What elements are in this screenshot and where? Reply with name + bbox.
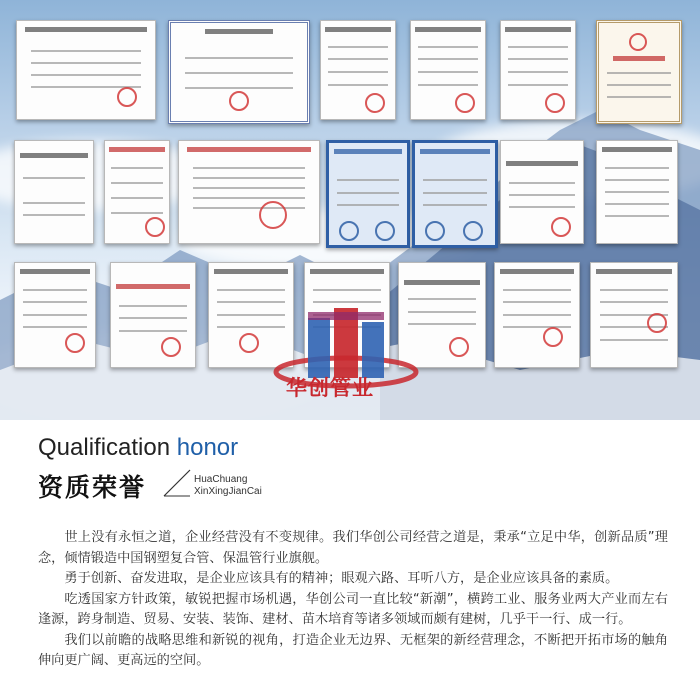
certificate-report-2 <box>410 20 486 120</box>
paragraph: 吃透国家方针政策，敏锐把握市场机遇，华创公司一直比较“新潮”，横跨工业、服务业两大产业而左右逢源，跨身制造、贸易、安装、装饰、建材、苗木培育等诸多领域而颇有建树，几乎干一行、成一行。 <box>38 591 668 627</box>
certificate-safety-license <box>596 20 682 124</box>
sub-english-line2: XinXingJianCai <box>194 486 262 497</box>
heading-english-accent: honor <box>176 434 239 461</box>
paragraph: 勇于创新、奋发进取，是企业应该具有的精神；眼观六路、耳听八方，是企业应该具备的素质。 <box>64 571 619 586</box>
heading-chinese: 资质荣誉 <box>38 473 147 502</box>
certificate-inspection-report <box>14 140 94 244</box>
certificate-report-3 <box>500 20 576 120</box>
heading-english-prefix: Qualification <box>38 434 171 461</box>
slash-divider-icon <box>162 468 192 498</box>
certificate-org-code <box>168 20 310 124</box>
heading-english <box>38 434 238 462</box>
certificate-report-11 <box>590 262 678 368</box>
certificate-report-6 <box>110 262 196 368</box>
intro-text <box>38 528 668 672</box>
certificate-test-report <box>500 140 584 244</box>
paragraph: 世上没有永恒之道，企业经营没有不变规律。我们华创公司经营之道是，秉承“立足中华，创新品质”理念，倾情锻造中国钢塑复合管、保温管行业旗舰。 <box>38 530 668 566</box>
certificate-provincial <box>104 140 170 244</box>
certificate-quality-1 <box>326 140 410 248</box>
brand-logo-text: 华创管业 <box>286 376 374 400</box>
certificate-business-license <box>16 20 156 120</box>
certificate-report-10 <box>494 262 580 368</box>
certificate-report-1 <box>320 20 396 120</box>
certificate-report-5 <box>14 262 96 368</box>
sub-english-line1: HuaChuang <box>194 474 248 485</box>
certificate-report-4 <box>596 140 678 244</box>
certificate-award <box>178 140 320 244</box>
paragraph: 我们以前瞻的战略思维和新锐的视角，打造企业无边界、无框架的新经营理念，不断把开拓市场的触角伸向更广阔、更高远的空间。 <box>38 632 668 668</box>
certificate-quality-2 <box>412 140 498 248</box>
heading-sub-english <box>194 474 262 498</box>
